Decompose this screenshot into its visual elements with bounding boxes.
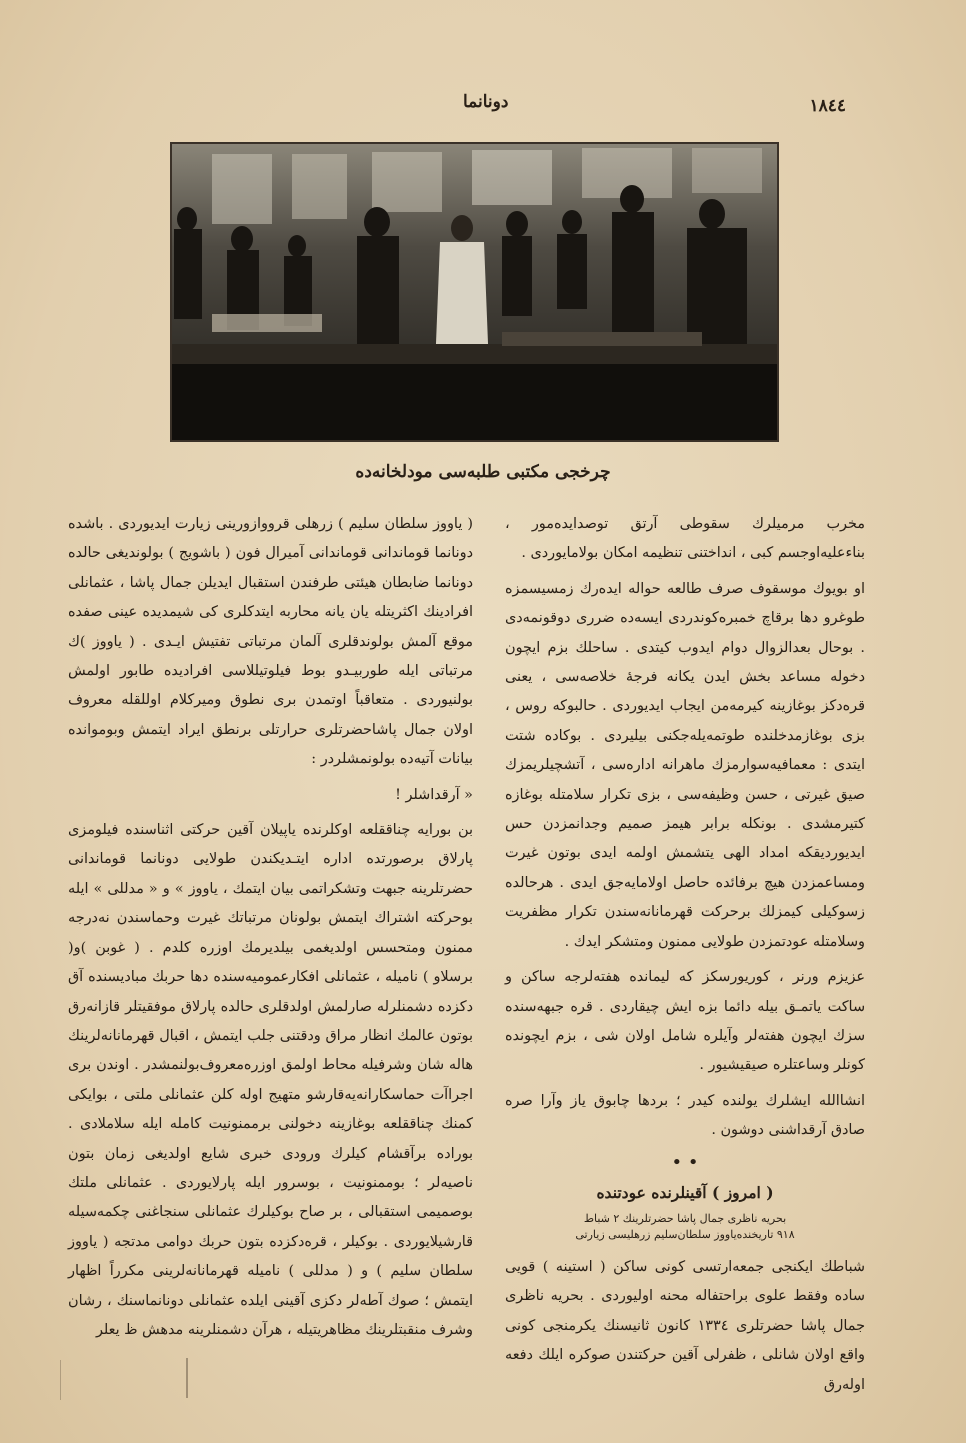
dateline-line: بحریه ناظری جمال پاشا حضرتلرینك ٢ شباط [583, 1211, 787, 1225]
photo-caption: چرخجی مکتبی طلبه‌سی مودلخانه‌ده [355, 462, 611, 482]
paragraph: انشاالله ایشلرك یولنده کیدر ؛ بردها چابوق یاز وآرا صره صادق آرقداشنی دوشون . [505, 1092, 865, 1139]
paper-mark [186, 1358, 188, 1398]
paragraph: ( یاووز سلطان سلیم ) زرهلی قرووازورینی زیارت ایدیوردی . باشده دونانما قوماندانی قوماندانی آمیرال فون ( باشویج ) بولوندیغی حالده دونانما ضابطان هیئتی طرفندن استقبال ایدیلن جمال پاشا ، عثمانلی افرادینك اکثریتله یان یانه محاربه ایتدکلری کی شیمدیده عینی صفده موقع آلمش بولوندقلری آلمان مرتباتی تفتیش ایـدی . ( یاووز )ك مرتباتی ایله طوربیـدو بوط فیلوتیللاسی افرادیده طابور اولمش بولنیوردی . متعاقباً اوتمدن بری نطوق ومیرکلام اوللقله معروف اولان جمال پاشاحضرتلری حرارتلی برنطق ایراد ایتمش وبوموانده بیانات آتیه‌ده بولونمشلردر : [68, 516, 473, 768]
paragraph: بن بورایه چناققلعه اوکلرنده یاپیلان آقین حرکتی اثناسنده فیلومزی پارلاق برصورتده اداره ایتـدیکندن طولایی دونانما قوماندانی حضرتلرینه جبهت وتشکراتمی بیان ایتمك ، یاووز » و « مدللی » ایله بوحرکته اشتراك ایتمش بولونان مرتباتك غیرت وحماسندن نه‌درجه ممنون ومتحسس اولدیغمی بیلدیرمك اوزره کلدم . ( غوبن )و( برسلاو ) نامیله ، عثمانلی افکارعمومیه‌سنده دها حربك مبادیسنده آق دکزده دشمنلرله صارلمش اولدقلری حالده پارلاق موفقیتلر قازانه‌رق بوتون عالمك انظار مراق ودقتنی جلب ایتمش ، اقبال قهرمانانه‌لرینك هاله شان وشرفیله محاط اولمق اوزره‌معروف‌بولنمشدر . اوندن بری اجراآت حماسکارانه‌یه‌قارشو متهیج اوله کلن عثمانلی ملتی ، بوایکی کمنك چناققلعه بوغازینه دخولنی برممنونیت کامله ایله سلاملادی . بوراده برآقشام کیلرك ورودی خبری شایع اولدیغی زمان بتون ناصیه‌لر ؛ بوممنونیت ، بوسرور ایله پارلایوردی . عثمانلی ملتك بوصمیمی استقبالی ، بر صاح بوکیلرك عثمانلی سنجاغنی چکمه‌سیله قارشیلایوردی . بوکیلر ، قره‌دکزده بتون حربك دوامی مدتجه ( یاووز سلطان سلیم ) و ( مدللی ) نامیله قهرمانانه‌لرینی مکرراً اظهار ایتمش ؛ صوك آطه‌لر دکزی آقینی ایلده عثمانلی دونانماسنك ، رشان وشرف منقبتلرینك مظاهریتیله ، هرآن دشمنلرینه مدهش ظ یعلر [68, 822, 473, 1338]
workshop-photo [170, 142, 779, 442]
quote-opening: « آرقداشلر ! [395, 786, 473, 803]
right-column [505, 510, 865, 1400]
dateline-line: ٩١٨ تاریخنده‌یاووز سلطان‌سلیم زرهلیسی زیارتی [575, 1227, 795, 1241]
paragraph: عزیزم ورنر ، کوریورسکز که لیمانده هفته‌لرجه ساکن و ساکت یاتمـق بیله دائما بزه ایش چیقاردی . قره جبهه‌سنده سزك ایچون هفته‌لر وآیلره شامل اولان شی ، بزم ایچونده کونلر وساعتلره صیقیشیور . [505, 969, 865, 1074]
dateline [505, 1211, 865, 1243]
paragraph: او بویوك موسقوف صرف طالعه حواله ایده‌رك زمسیسمزه طوغرو دها برقاچ خمبره‌کوندردی ایسه‌ده ضرری دوقونمه‌دی . بوحال بعدالزوال دوام ایدوب کیتدی . ساحلك بزم ایچون دخوله مساعد بخش ایدن یکانه فرجهٔ خلاصه‌سی ، یعنی قره‌دکز بوغازینه کیرمه‌من ایجاب ایدیوردی . حالبوکه روس ، بزی بوغازمدخلنده طوتمه‌یله‌جکنی بیلیردی . بوکاده شتت ایتدی : معمافیه‌سوارمزك ماهرانه اداره‌سی ، آتشچیلریمزك صیق غیرتی ، حسن وظیفه‌سی ، بزی تکرار سلامتله بوغازه کتیرمشدی . بونکله برابر هیمز صمیم وجدانمزدن حس ایدیوردیقکه امداد الهی یتشمش اولمه ایدی بوتون غیرت ومساعمزدن هیچ برفائده حاصل اولامایه‌جق ایدی . هرحالده زسوکیلی کیمزلك برحرکت قهرمانانه‌سندن تکرار مظفریت وسلامتله عودتمزدن طولایی ممنون ومتشکر ایدك . [505, 580, 865, 950]
paper-mark [60, 1360, 61, 1400]
paragraph: شباطك ایکنجی جمعه‌ارتسی کونی ساکن ( استینه ) قویی ساده وفقط علوی براحتفاله محنه اولیوردی . بحریه ناظری جمال پاشا حضرتلری ١٣٣٤ کانون ثانیسنك یکرمنجی کونی واقع اولان شانلی ، ظفرلی آقین حرکتندن صوکره ایلك دفعه اوله‌رق [505, 1258, 865, 1393]
section-title: ( امروز ) آقینلرنده عودتنده [596, 1182, 774, 1202]
separator-dots: • • [671, 1151, 699, 1173]
left-column [68, 510, 473, 1345]
paragraph: مخرب مرمیلرك سقوطی آرتق توصدایده‌مور ، بناءعلیه‌اوجسم کبی ، انداختنی تنظیمه امکان بولامایوردی . [505, 516, 865, 562]
running-title: دونانما [463, 92, 509, 112]
page-number: ١٨٤٤ [809, 96, 846, 116]
